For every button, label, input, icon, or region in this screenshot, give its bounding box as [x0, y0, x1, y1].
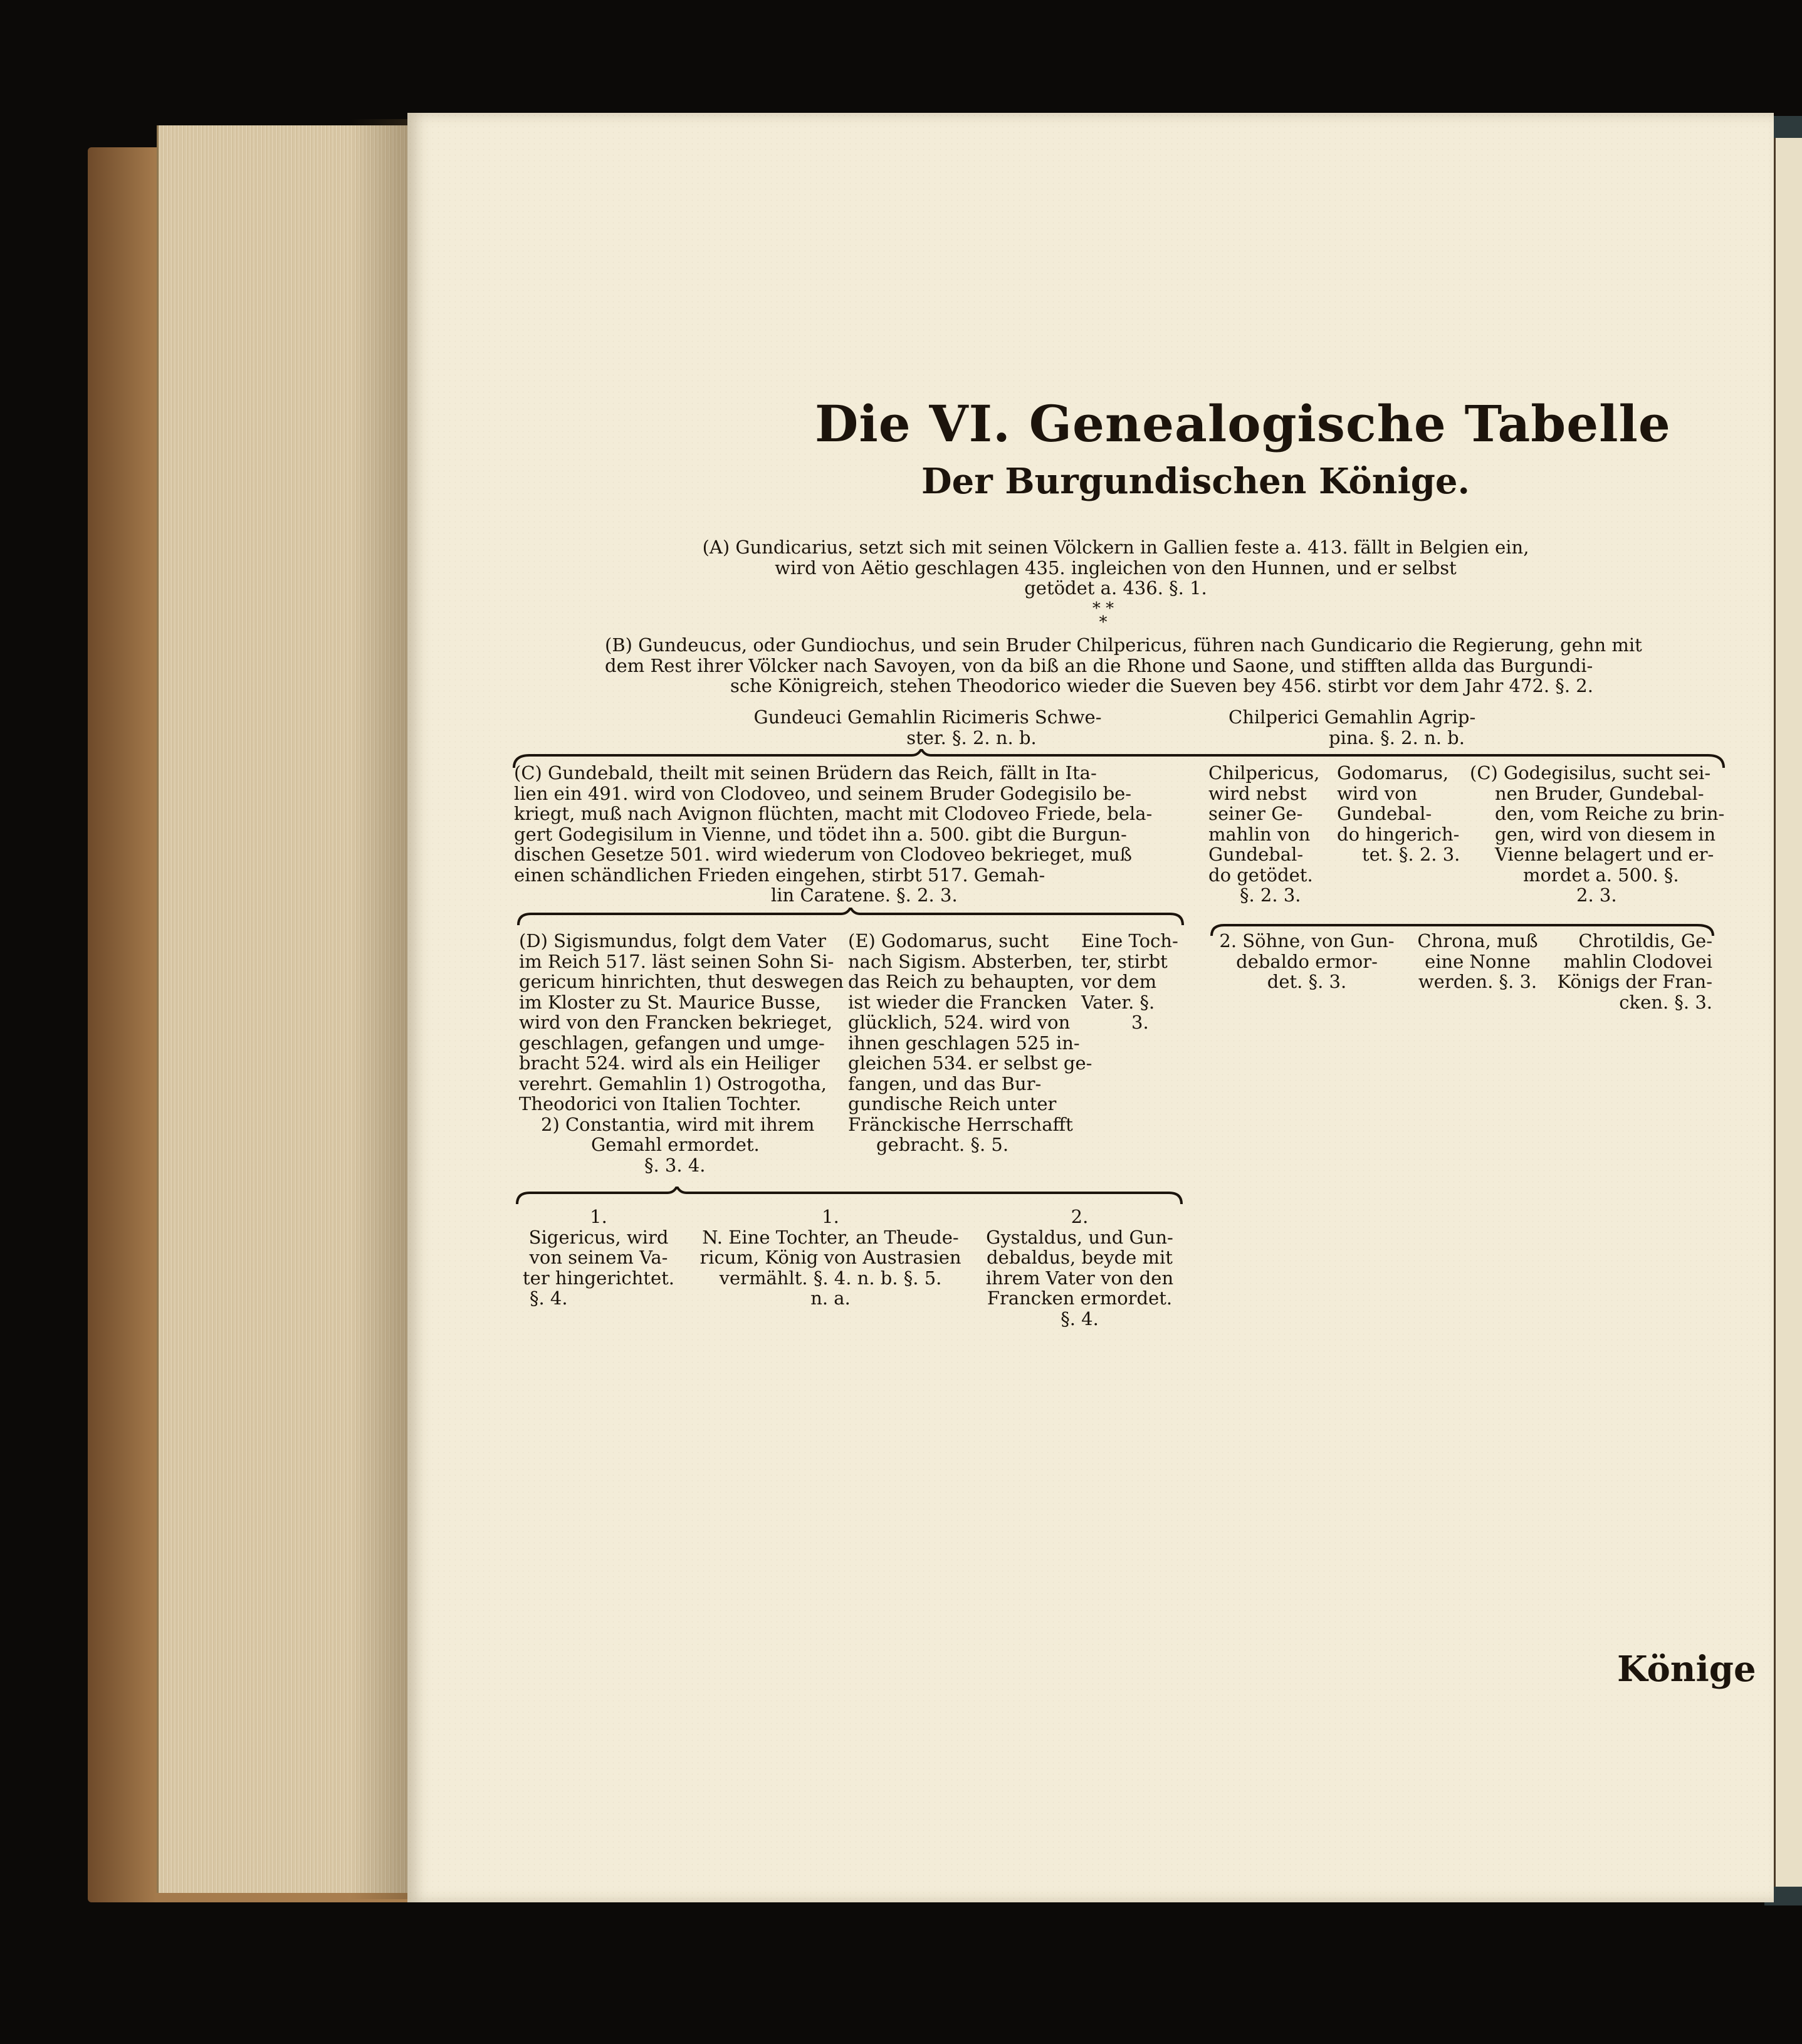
entry-b-gundeucus: (B) Gundeucus, oder Gundiochus, und sein Bruder Chilpericus, führen nach Gundicario die Regierung, gehn mit dem Rest ihrer Völcker nach Savoyen, von da biß an die Rhone und Saone, und stifften allda das Burgundi- sche Königreich, stehen Theodorico wieder die Sueven bey 456. stirbt vor dem Jahr 472. §. 2. [605, 634, 1642, 696]
page-subtitle: Der Burgundischen Könige. [921, 461, 1470, 502]
chrona-entry: Chrona, muß eine Nonne werden. §. 3. [1417, 930, 1538, 992]
daughter-married-entry: 1. N. Eine Tochter, an Theude- ricum, König von Austrasien vermählt. §. 4. n. b. §. 5. n. a. [699, 1206, 961, 1309]
catchword: Könige [1617, 1648, 1756, 1690]
brace-gundebald-children [515, 908, 1186, 930]
brace-sigismundus-children [514, 1187, 1185, 1208]
page-title: Die VI. Genealogische Tabelle [815, 394, 1671, 453]
chrotildis-entry: Chrotildis, Ge- mahlin Clodovei Königs der Fran- cken. §. 3. [1557, 930, 1712, 1013]
entry-c-godegisilus: (C) Godegisilus, sucht sei- nen Bruder, Gundebal- den, vom Reiche zu brin- gen, wird von diesem in Vienne belagert und er- mordet a. 500. §. 2. 3. [1470, 762, 1725, 906]
entry-e-godomarus: (E) Godomarus, sucht nach Sigism. Absterben, das Reich zu behaupten, ist wieder die Francken glücklich, 524. wird von ihnen geschlagen 525 in- gleichen 534. er selbst ge- fangen, und das Bur- gundische Reich unter Fränckische Herrschafft gebracht. §. 5. [848, 930, 1092, 1155]
sigericus-entry: 1. Sigericus, wird von seinem Va- ter hingerichtet. §. 4. [523, 1206, 674, 1309]
facing-page-edge [1774, 138, 1802, 1887]
page-gutter-shadow [351, 119, 407, 1899]
asterisk-divider: * * * [1092, 599, 1114, 632]
godomarus-elder-entry: Godomarus, wird von Gundebal- do hingerich- tet. §. 2. 3. [1337, 762, 1460, 865]
two-sons-entry: 2. Söhne, von Gun- debaldo ermor- det. §. 3. [1219, 930, 1395, 992]
entry-d-sigismundus: (D) Sigismundus, folgt dem Vater im Reich 517. läst seinen Sohn Si- gericum hinrichten, thut deswegen im Kloster zu St. Maurice Busse, wird von den Francken bekrieget, geschlagen, gefangen und umge- bracht 524. wird als ein Heiliger verehrt. Gemahlin 1) Ostrogotha, Theodorici von Italien Tochter. 2) Constantia, wird mit ihrem Gemahl ermordet. §. 3. 4. [519, 930, 844, 1176]
chilperici-wife: Chilperici Gemahlin Agrip- pina. §. 2. n. b. [1228, 706, 1476, 748]
gundeuci-wife: Gundeuci Gemahlin Ricimeris Schwe- ster. §. 2. n. b. [753, 706, 1102, 748]
gystaldus-entry: 2. Gystaldus, und Gun- debaldus, beyde mit ihrem Vater von den Francken ermordet. §. 4. [985, 1206, 1174, 1329]
entry-a-gundicarius: (A) Gundicarius, setzt sich mit seinen Völckern in Gallien feste a. 413. fällt in Belgien ein, wird von Aëtio geschlagen 435. ingleichen von den Hunnen, und er selbst getödet a. 436. §. 1. [702, 537, 1529, 599]
entry-c-gundebald: (C) Gundebald, theilt mit seinen Brüdern das Reich, fällt in Ita- lien ein 491. wird von Clodoveo, und seinem Bruder Godegisilo be- kriegt, muß nach Avignon flüchten, macht mit Clodoveo Friede, bela- gert Godegisilum in Vienne, und tödet ihn a. 500. gibt die Burgun- dischen Gesetze 501. wird wiederum von Clodoveo bekrieget, muß einen schändlichen Frieden eingehen, stirbt 517. Gemah- lin Caratene. §. 2. 3. [514, 762, 1153, 906]
daughter-died-entry: Eine Toch- ter, stirbt vor dem Vater. §. 3. [1081, 930, 1178, 1033]
chilpericus-entry: Chilpericus, wird nebst seiner Ge- mahlin von Gundebal- do getödet. §. 2. 3. [1208, 762, 1320, 906]
